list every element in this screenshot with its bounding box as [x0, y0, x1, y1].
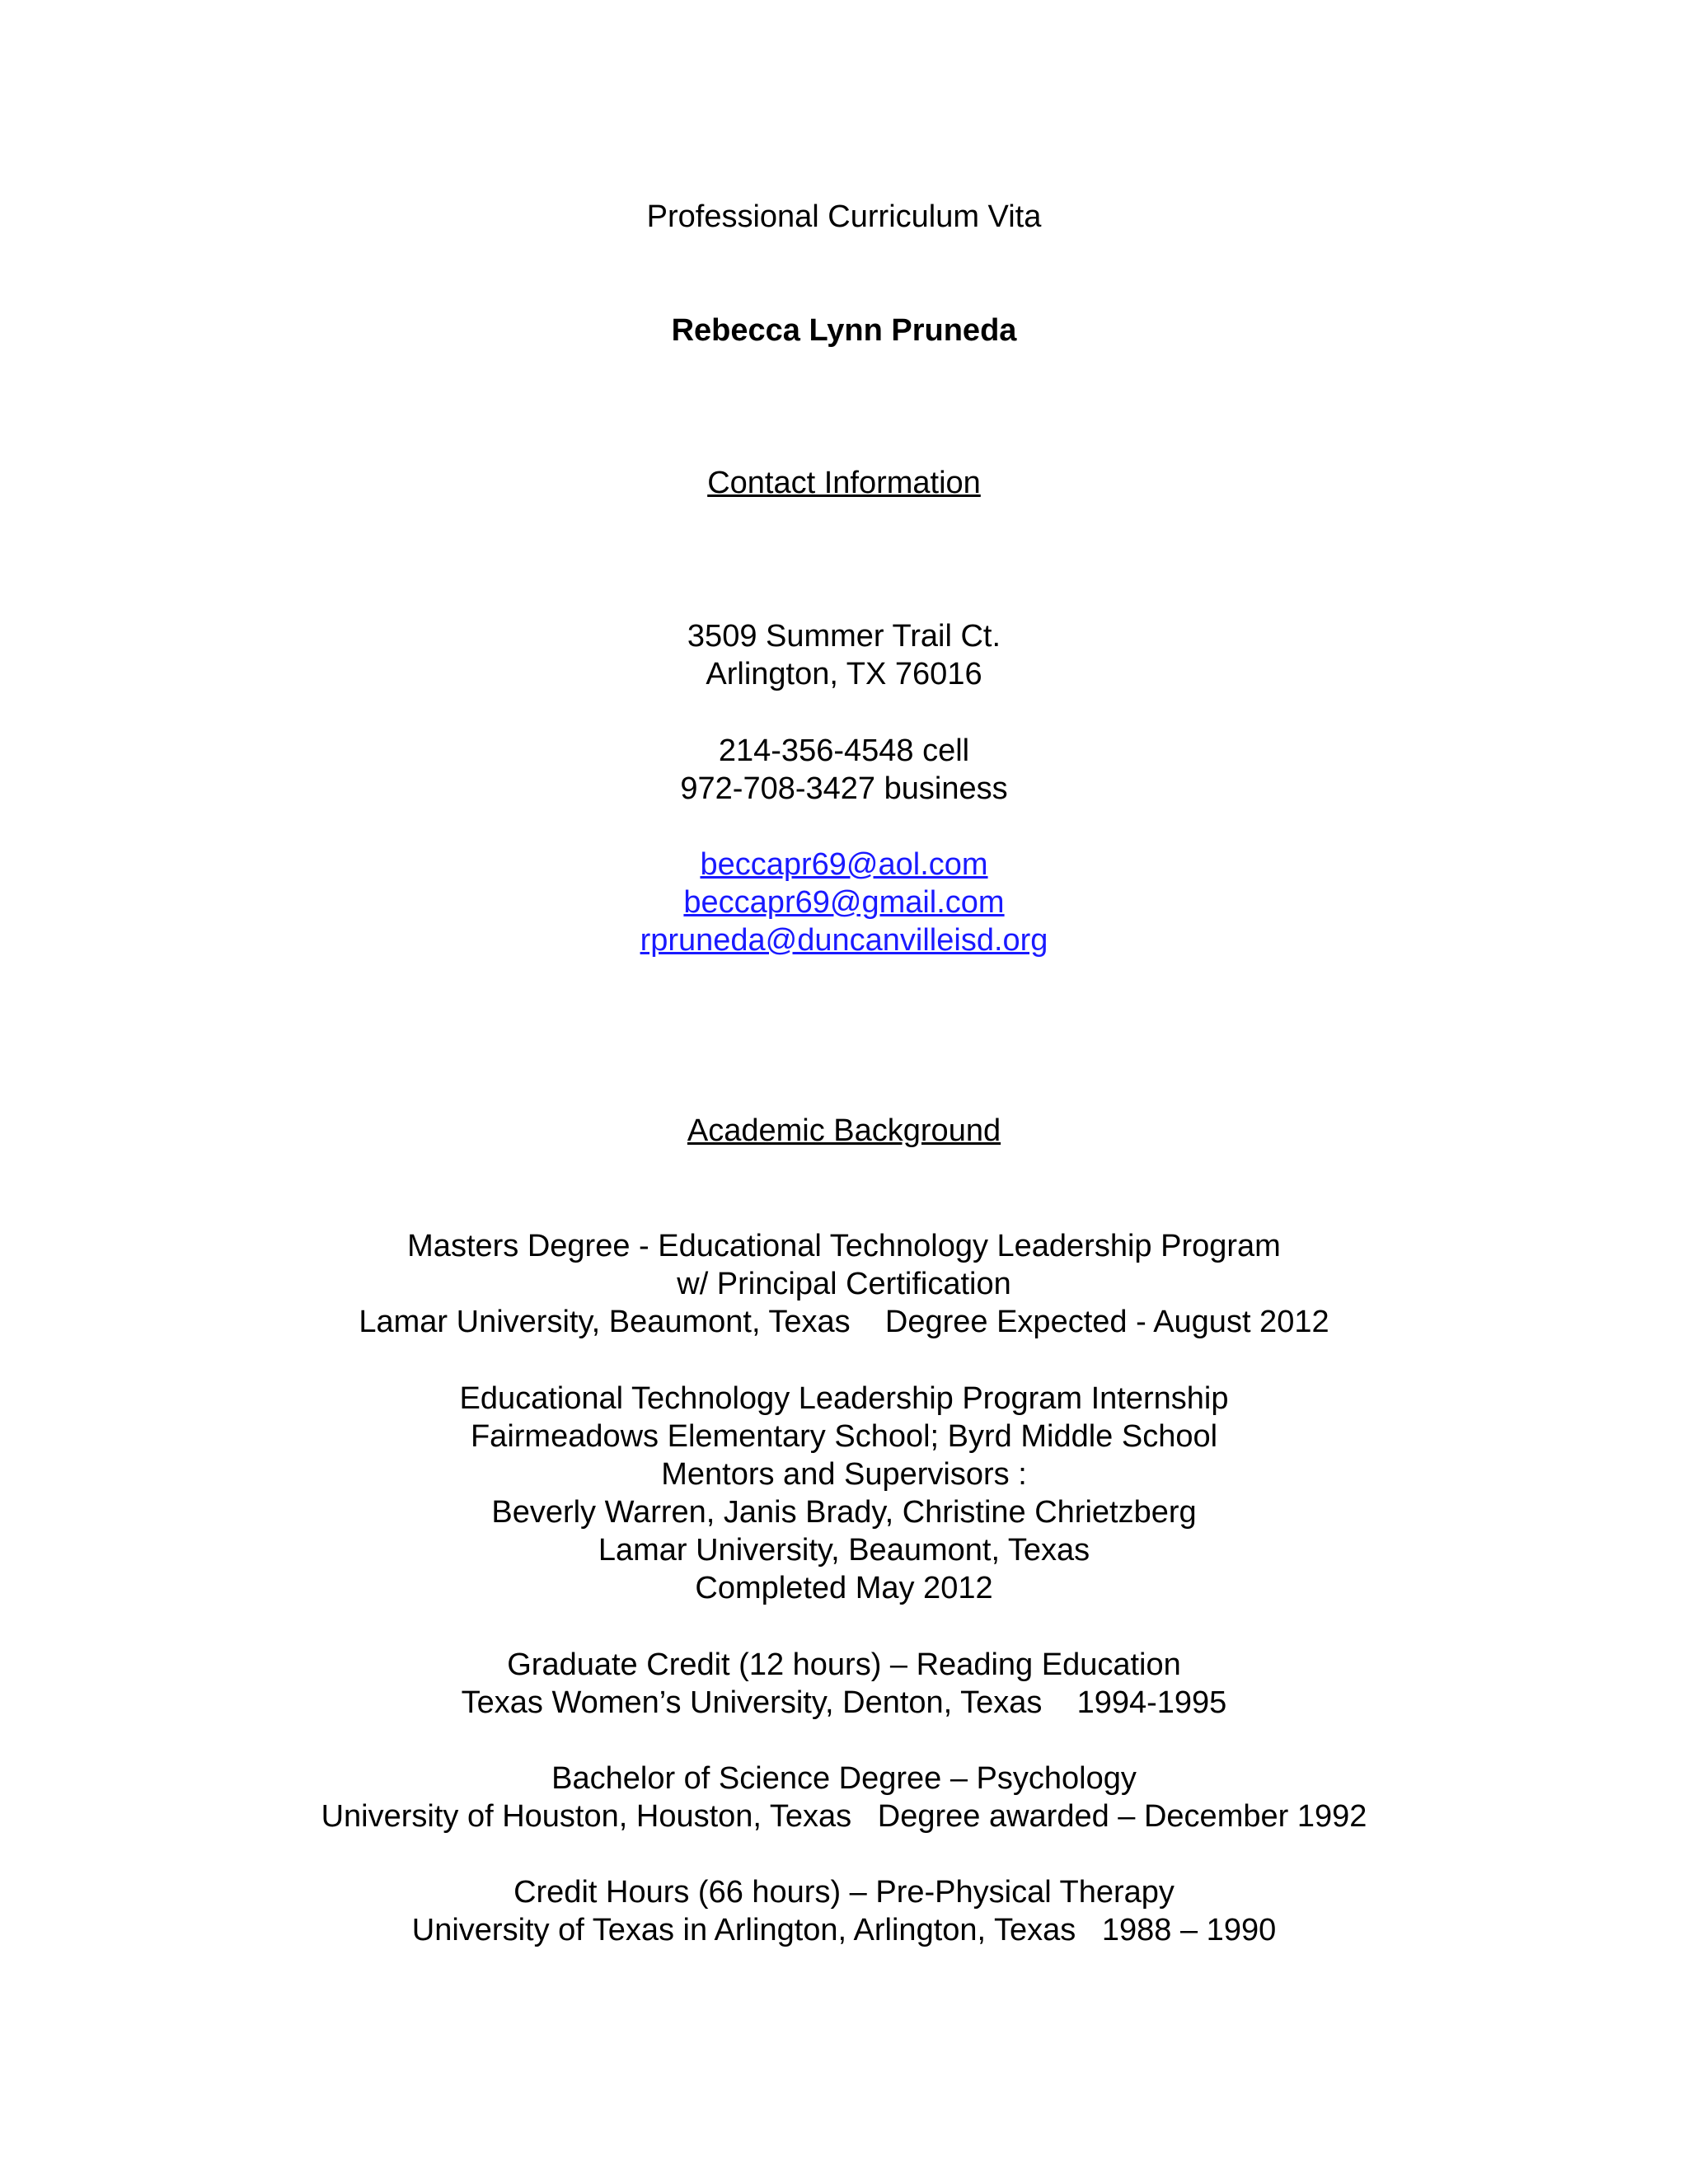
email-link-gmail	[0, 883, 1688, 921]
academic-entry-line: Lamar University, Beaumont, Texas	[598, 1533, 1090, 1568]
academic-entry-line: Masters Degree - Educational Technology Leadership Program	[407, 1229, 1281, 1263]
address-line-2: Arlington, TX 76016	[706, 657, 982, 691]
academic-entry-line: Texas Women’s University, Denton, Texas 1994-1995	[461, 1685, 1227, 1720]
email-duncanvilleisd[interactable]: rpruneda@duncanvilleisd.org	[640, 923, 1048, 958]
email-link-work	[0, 921, 1688, 959]
email-aol[interactable]: beccapr69@aol.com	[700, 847, 988, 882]
academic-section-title: Academic Background	[687, 1113, 1001, 1148]
academic-entry-line: University of Houston, Houston, Texas Degree awarded – December 1992	[321, 1799, 1367, 1834]
email-gmail[interactable]: beccapr69@gmail.com	[683, 885, 1005, 920]
academic-entry-line: Beverly Warren, Janis Brady, Christine Chrietzberg	[491, 1495, 1197, 1530]
academic-entry-line: Fairmeadows Elementary School; Byrd Middle School	[470, 1419, 1218, 1454]
academic-entry-line: University of Texas in Arlington, Arlington, Texas 1988 – 1990	[411, 1913, 1277, 1947]
phone-business: 972-708-3427 business	[680, 771, 1008, 806]
contact-section-title: Contact Information	[707, 466, 981, 500]
academic-entry-line: Lamar University, Beaumont, Texas Degree Expected - August 2012	[359, 1305, 1329, 1339]
academic-entry-line: w/ Principal Certification	[677, 1267, 1011, 1301]
email-link-aol	[0, 846, 1688, 883]
academic-entry-line: Graduate Credit (12 hours) – Reading Education	[507, 1647, 1181, 1682]
academic-entry-line: Educational Technology Leadership Program Internship	[459, 1381, 1229, 1416]
person-name: Rebecca Lynn Pruneda	[671, 313, 1017, 348]
address-line-1: 3509 Summer Trail Ct.	[687, 619, 1001, 654]
academic-entry-line: Mentors and Supervisors :	[661, 1457, 1027, 1492]
academic-entry-line: Bachelor of Science Degree – Psychology	[551, 1761, 1137, 1796]
academic-entry-line: Credit Hours (66 hours) – Pre-Physical Therapy	[513, 1875, 1175, 1910]
document-heading: Professional Curriculum Vita	[646, 199, 1042, 234]
academic-entry-line: Completed May 2012	[695, 1571, 993, 1605]
phone-cell: 214-356-4548 cell	[718, 733, 970, 768]
